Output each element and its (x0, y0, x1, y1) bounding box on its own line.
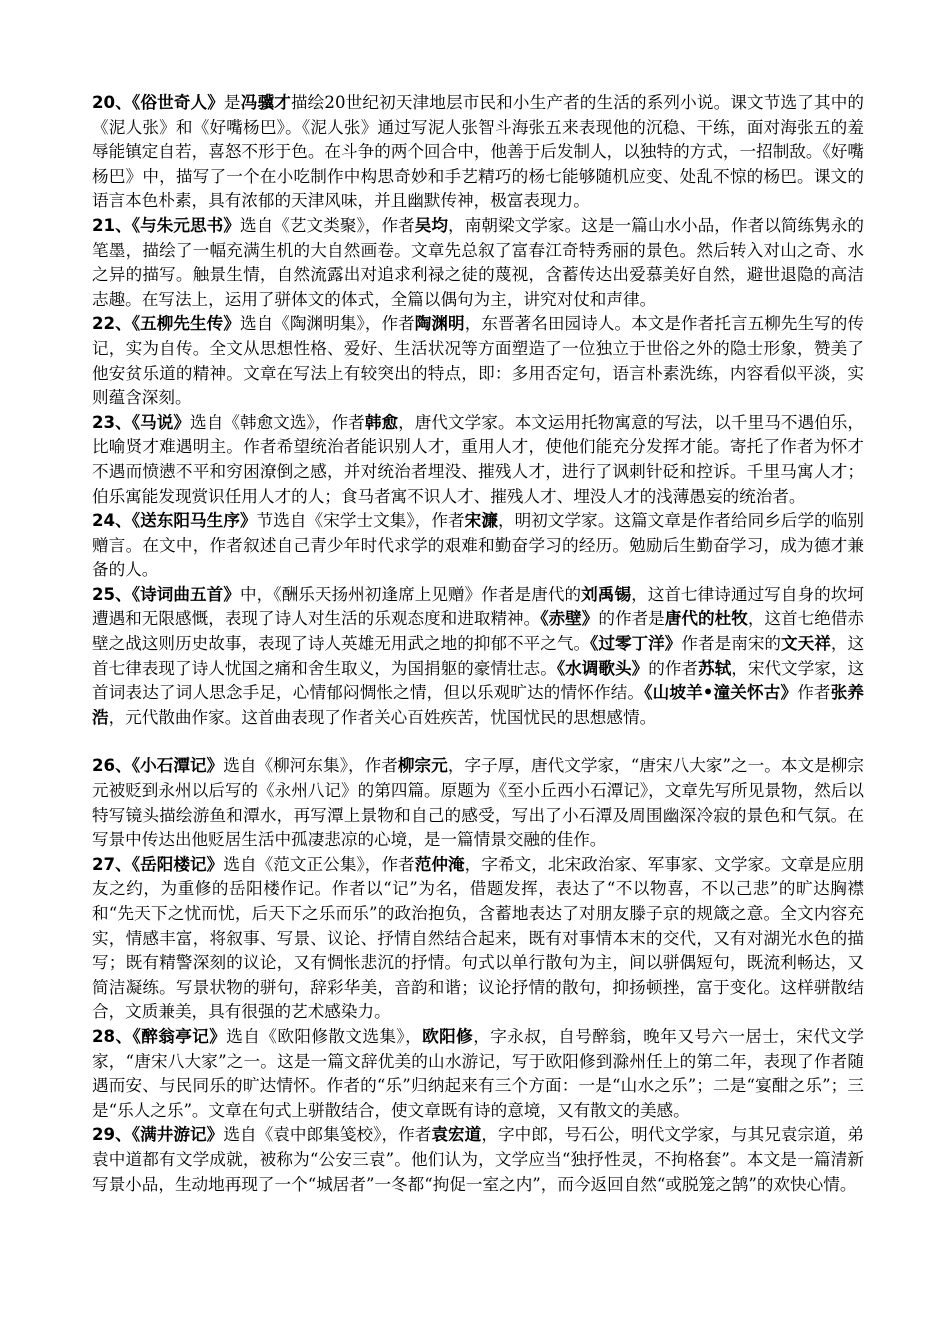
bold-term: 刘禹锡 (581, 584, 632, 604)
bold-term: 24、《送东阳马生序》 (92, 511, 257, 531)
bold-term: 柳宗元 (397, 756, 448, 776)
entry-24 (92, 509, 864, 583)
entry-text: ，字中郎，号石公，明代文学家，与其兄袁宗道，弟袁中道都有文学成就，被称为“公安三袁”。他们认为，文学应当“独抒性灵，不拘格套”。本文是一篇清新写景小品，生动地再现了一个“城居者”一冬都“拘促一室之内”，而今返回自然“或脱笼之鹄”的欢快心情。 (92, 1125, 865, 1194)
bold-term: 苏轼 (698, 658, 732, 678)
entry-text: ，字永叔，自号醉翁，晚年又号六一居士，宋代文学家，“唐宋八大家”之一。这是一篇文辞优美的山水游记，写于欧阳修到滁州任上的第二年，表现了作者随遇而安、与民同乐的旷达情怀。作者的“乐”归纳起来有三个方面：一是“山水之乐”；二是“宴酣之乐”；三是“乐人之乐”。文章在句式上骈散结合，使文章既有诗的意境，又有散文的美感。 (92, 1026, 865, 1120)
entry-21 (92, 214, 864, 312)
entry-20 (92, 91, 864, 214)
entry-text: 的作者是 (598, 609, 665, 629)
entry-text: 中，《酬乐天扬州初逢席上见赠》作者是唐代的 (239, 584, 582, 604)
entry-27 (92, 853, 864, 1025)
bold-term: 冯骥才 (240, 93, 291, 112)
bold-term: 陶渊明 (414, 314, 465, 334)
bold-term: 22、《五柳先生传》 (92, 314, 240, 334)
bold-term: 吴均 (414, 215, 449, 235)
entry-text: 的作者 (648, 658, 699, 678)
entry-text: 节选自《宋学士文集》，作者 (256, 511, 465, 531)
bold-term: 29、《满井游记》 (92, 1125, 224, 1145)
entry-22 (92, 312, 864, 410)
entry-text: ，字子厚，唐代文学家，“唐宋八大家”之一。本文是柳宗元被贬到永州以后写的《永州八记》的第四篇。原题为《至小丘西小石潭记》，文章先写所见景物，然后以特写镜头描绘游鱼和潭水，再写潭上景物和自己的感受，写出了小石潭及周围幽深冷寂的景色和气氛。在写景中传达出他贬居生活中孤凄悲凉的心境，是一篇情景交融的佳作。 (92, 756, 865, 850)
entry-text: 选自《韩愈文选》，作者 (190, 412, 365, 432)
entry-text: ，南朝梁文学家。这是一篇山水小品，作者以简练隽永的笔墨，描绘了一幅充满生机的大自然画卷。文章先总叙了富春江奇特秀丽的景色。然后转入对山之奇、水之异的描写。触景生情，自然流露出对追求利禄之徒的蔑视，含蓄传达出爱慕美好自然，避世退隐的高洁志趣。在写法上，运用了骈体文的体式，全篇以偶句为主，讲究对仗和声律。 (92, 215, 865, 309)
entry-text: 选自《范文正公集》，作者 (223, 854, 415, 874)
bold-term: 27、《岳阳楼记》 (92, 854, 224, 874)
entry-text: 是 (224, 93, 241, 112)
entry-28 (92, 1025, 864, 1123)
bold-term: 文天祥 (781, 634, 831, 654)
entry-text: 选自《艺文类聚》，作者 (239, 215, 415, 235)
bold-term: 20、《俗世奇人》 (92, 93, 225, 112)
bold-term: 袁宏道 (431, 1125, 482, 1145)
entry-text: 作者是南宋的 (681, 634, 782, 654)
bold-term: 《过零丁洋》 (590, 634, 682, 654)
bold-term: 26、《小石潭记》 (92, 756, 224, 776)
bold-term: 张养浩 (92, 683, 865, 727)
bold-term: 韩愈 (364, 412, 399, 432)
bold-term: 21、《与朱元思书》 (92, 215, 240, 235)
entry-text: 描绘20世纪初天津地层市民和小生产者的生活的系列小说。课文节选了其中的《泥人张》和《好嘴杨巴》。《泥人张》通过写泥人张智斗海张五来表现他的沉稳、干练，面对海张五的羞辱能镇定自若，喜怒不形于色。在斗争的两个回合中，他善于后发制人，以独特的方式，一招制敌。《好嘴杨巴》中，描写了一个在小吃制作中构思奇妙和手艺精巧的杨七能够随机应变、处乱不惊的杨巴。课文的语言本色朴素，具有浓郁的天津风味，并且幽默传神，极富表现力。 (92, 93, 865, 211)
entry-text: ，唐代文学家。本文运用托物寓意的写法，以千里马不遇伯乐，比喻贤才难遇明主。作者希望统治者能识别人才，重用人才，使他们能充分发挥才能。寄托了作者为怀才不遇而愤懑不平和穷困潦倒之感，并对统治者埋没、摧残人才，进行了讽刺针砭和控诉。千里马寓人才；伯乐寓能发现赏识任用人才的人；食马者寓不识人才、摧残人才、埋没人才的浅薄愚妄的统治者。 (92, 412, 865, 506)
bold-term: 28、《醉翁亭记》 (92, 1026, 227, 1046)
bold-term: 25、《诗词曲五首》 (92, 584, 240, 604)
entry-29 (92, 1123, 864, 1197)
entry-text: 选自《袁中郎集笺校》，作者 (223, 1125, 432, 1145)
paragraph-gap (92, 730, 864, 754)
bold-term: 唐代的杜牧 (664, 609, 748, 629)
entry-text: ，宋代文学家，这首词表达了词人思念手足，心情郁闷惆怅之情，但以乐观旷达的情怀作结。 (92, 658, 865, 703)
entry-text: ，字希文，北宋政治家、军事家、文学家。文章是应朋友之约，为重修的岳阳楼作记。作者以“记”为名，借题发挥，表达了“不以物喜，不以己悲”的旷达胸襟和“先天下之忧而忧，后天下之乐而乐”的政治抱负，含蓄地表达了对朋友滕子京的规箴之意。全文内容充实，情感丰富，将叙事、写景、议论、抒情自然结合起来，既有对事情本末的交代，又有对湖光水色的描写；既有精警深刻的议论，又有惆怅悲沉的抒情。句式以单行散句为主，间以骈偶短句，既流利畅达，又简洁凝练。写景状物的骈句，辞彩华美，音韵和谐；议论抒情的散句，抑扬顿挫，富于变化。这样骈散结合，文质兼美，具有很强的艺术感染力。 (92, 854, 865, 1022)
entry-text: ，明初文学家。这篇文章是作者给同乡后学的临别赠言。在文中，作者叙述自己青少年时代求学的艰难和勤奋学习的经历。勉励后生勤奋学习，成为德才兼备的人。 (92, 511, 865, 580)
document-page (92, 91, 864, 1197)
entry-text: ，这首七律诗通过写自身的坎坷遭遇和无限感慨，表现了诗人对生活的乐观态度和进取精神。 (92, 584, 865, 629)
entry-text: 选自《陶渊明集》，作者 (239, 314, 415, 334)
entry-23 (92, 411, 864, 509)
bold-term: 宋濂 (464, 511, 498, 531)
entry-text: 作者 (797, 683, 831, 703)
bold-term: 《山坡羊•潼关怀古》 (644, 683, 798, 703)
entry-text: 选自《欧阳修散文选集》， (226, 1026, 423, 1046)
entry-text: ，元代散曲作家。这首曲表现了作者关心百姓疾苦，忧国忧民的思想感情。 (108, 707, 657, 727)
entry-text: ，这首七律表现了诗人忧国之痛和舍生取义，为国捐躯的豪情壮志。 (92, 634, 865, 678)
entry-25 (92, 583, 864, 731)
bold-term: 23、《马说》 (92, 412, 191, 432)
bold-term: 欧阳修 (422, 1026, 474, 1046)
entry-text: ，东晋著名田园诗人。本文是作者托言五柳先生写的传记，实为自传。全文从思想性格、爱好、生活状况等方面塑造了一位独立于世俗之外的隐士形象，赞美了他安贫乐道的精神。文章在写法上有较突出的特点，即：多用否定句，语言朴素洗练，内容看似平淡，实则蕴含深刻。 (92, 314, 865, 408)
entry-text: ，这首七绝借赤壁之战这则历史故事，表现了诗人英雄无用武之地的抑郁不平之气。 (92, 609, 865, 654)
entry-text: 选自《柳河东集》，作者 (223, 756, 398, 776)
bold-term: 范仲淹 (414, 854, 465, 874)
entry-26 (92, 754, 864, 852)
bold-term: 《赤壁》 (540, 609, 599, 629)
bold-term: 《水调歌头》 (556, 658, 649, 678)
